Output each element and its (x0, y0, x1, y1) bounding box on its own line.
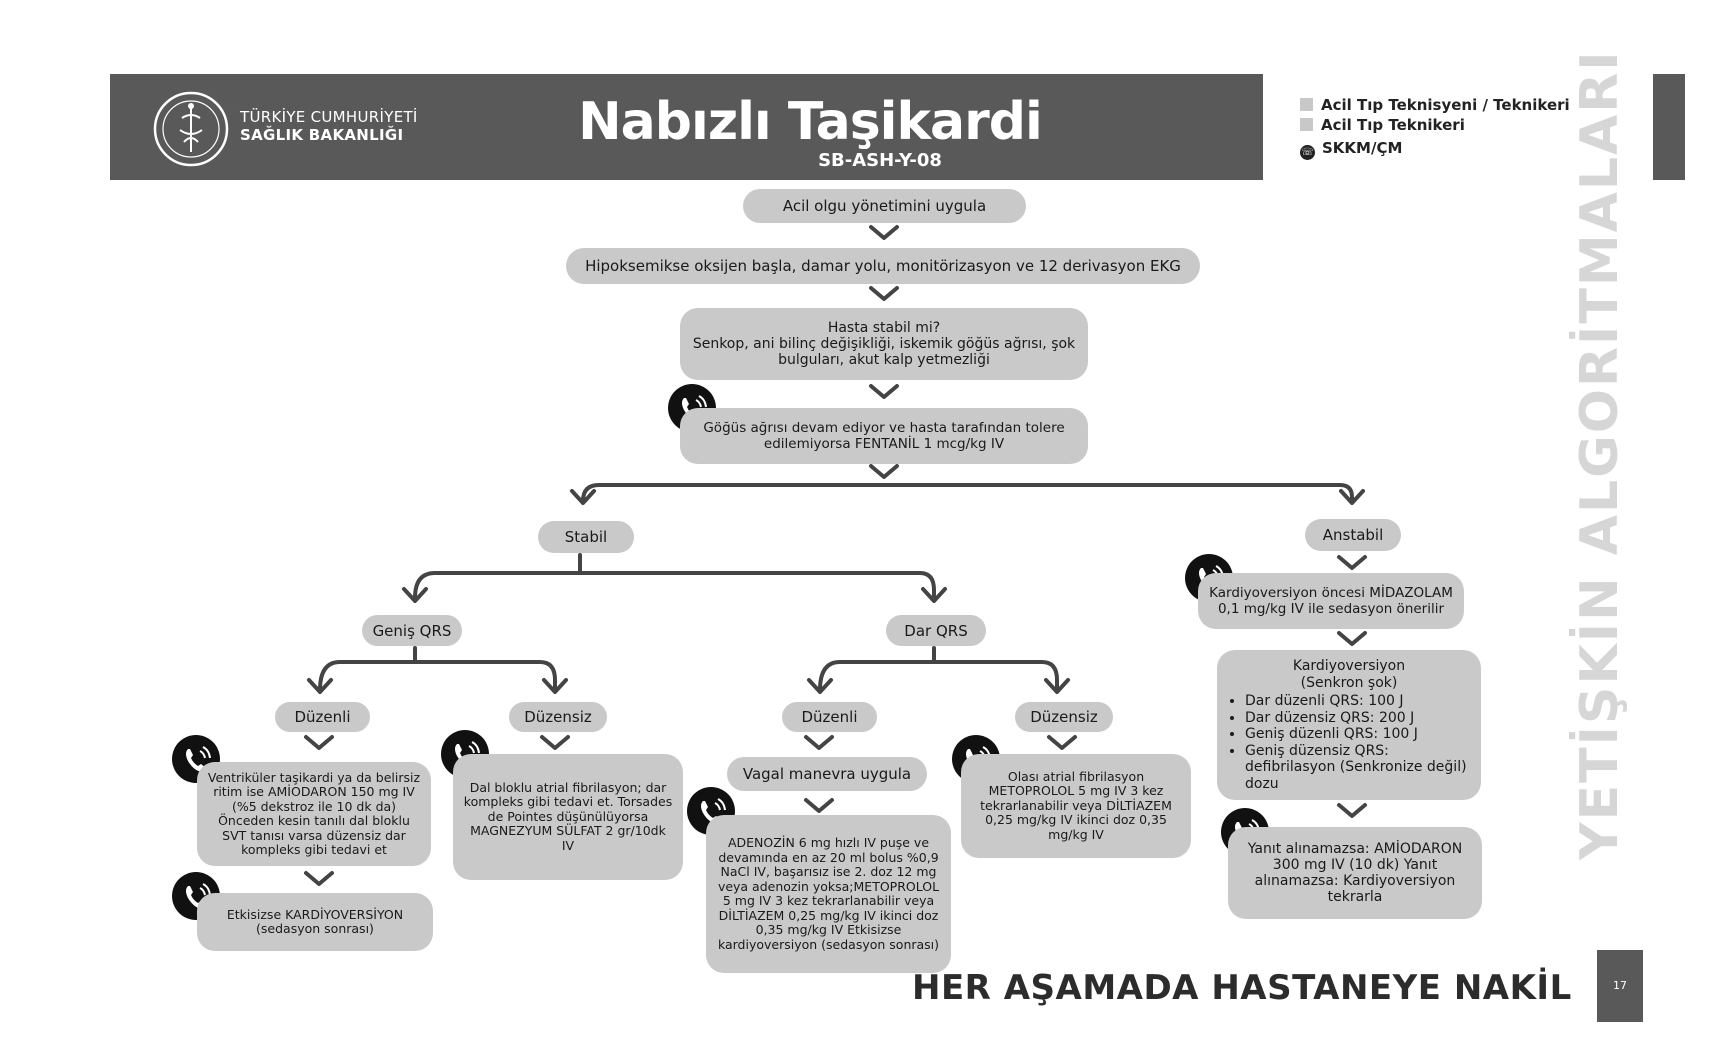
chevron-down-icon (871, 466, 897, 477)
node-stabil: Stabil (538, 521, 634, 553)
list-item: • Geniş düzenli QRS: 100 J (1245, 726, 1467, 743)
ministry-name-line1: TÜRKİYE CUMHURİYETİ (240, 108, 418, 126)
chevron-down-icon (871, 386, 897, 397)
page-number: 17 (1597, 950, 1643, 1022)
legend-item-1-label: Acil Tıp Teknisyeni / Teknikeri (1321, 96, 1570, 114)
node-dar-qrs: Dar QRS (886, 615, 986, 646)
chevron-down-icon (871, 288, 897, 299)
document-code: SB-ASH-Y-08 (818, 150, 942, 171)
ministry-name-line2: SAĞLIK BAKANLIĞI (240, 126, 404, 144)
legend-item-3-label: SKKM/ÇM (1322, 139, 1403, 157)
node-dar-duzensiz: Düzensiz (1015, 702, 1113, 732)
node-genis-duzensiz: Düzensiz (509, 702, 607, 732)
node-hipoksemi: Hipoksemikse oksijen başla, damar yolu, monitörizasyon ve 12 derivasyon EKG (566, 248, 1200, 284)
node-adenozin: ADENOZİN 6 mg hızlı IV puşe ve devamında en az 20 ml bolus %0,9 NaCl IV, başarısız ise 2. doz 12 mg veya adenozin yoksa;METOPROLOL 5 mg IV 3 kez tekrarlanabilir veya DİLTİAZEM 0,25 mg/kg IV ikinci doz 0,35 mg/kg IV Etkisizse kardiyoversiyon (sedasyon sonrası) (706, 815, 951, 973)
node-atrial-fibrilasyon: Olası atrial fibrilasyon METOPROLOL 5 mg IV 3 kez tekrarlanabilir veya DİLTİAZEM 0,25 mg/kg IV ikinci doz 0,35 mg/kg IV (961, 754, 1191, 858)
node-genis-qrs: Geniş QRS (362, 615, 462, 646)
list-item: • Geniş düzensiz QRS: defibrilasyon (Senkronize değil) dozu (1245, 743, 1467, 793)
node-hasta-stabil: Hasta stabil mi? Senkop, ani bilinç değişikliği, iskemik göğüs ağrısı, şok bulguları, akut kalp yetmezliği (680, 308, 1088, 380)
node-acil-olgu: Acil olgu yönetimini uygula (743, 189, 1026, 223)
footer-note: HER AŞAMADA HASTANEYE NAKİL (912, 968, 1572, 1008)
kardiyoversiyon-list (1231, 693, 1467, 792)
node-yanit-alinamazsa: Yanıt alınamazsa: AMİODARON 300 mg IV (10 dk) Yanıt alınamazsa: Kardiyoversiyon tekrarla (1228, 827, 1482, 919)
kardiyoversiyon-title: Kardiyoversiyon (Senkron şok) (1292, 658, 1406, 691)
chevron-down-icon (871, 227, 897, 238)
node-anstabil: Anstabil (1305, 519, 1401, 551)
list-item: • Dar düzenli QRS: 100 J (1245, 693, 1467, 710)
node-vagal-manevra: Vagal manevra uygula (727, 757, 927, 791)
list-item: • Dar düzensiz QRS: 200 J (1245, 710, 1467, 727)
node-dal-bloklu: Dal bloklu atrial fibrilasyon; dar kompleks gibi tedavi et. Torsades de Pointes düşünülüyorsa MAGNEZYUM SÜLFAT 2 gr/10dk IV (453, 754, 683, 880)
node-dar-duzenli: Düzenli (782, 702, 877, 732)
node-genis-duzenli: Düzenli (275, 702, 370, 732)
node-ventrikuler: Ventriküler taşikardi ya da belirsiz ritim ise AMİODARON 150 mg IV (%5 dekstroz ile 10 dk da) Önceden kesin tanılı dal bloklu SVT tanısı varsa düzensiz dar kompleks gibi tedavi et (197, 762, 431, 866)
node-kardiyoversiyon (1217, 650, 1481, 800)
legend-item-2-label: Acil Tıp Teknikeri (1321, 116, 1465, 134)
node-midazolam: Kardiyoversiyon öncesi MİDAZOLAM 0,1 mg/kg IV ile sedasyon önerilir (1198, 573, 1464, 629)
node-etkisizse-kv: Etkisizse KARDİYOVERSİYON (sedasyon sonrası) (197, 893, 433, 951)
phone-icon: ☏ (1301, 147, 1314, 158)
page-title: Nabızlı Taşikardi (578, 92, 1042, 152)
side-title: YETİŞKİN ALGORİTMALARI (1570, 49, 1630, 860)
node-fentanil: Göğüs ağrısı devam ediyor ve hasta tarafından tolere edilemiyorsa FENTANİL 1 mcg/kg IV (680, 408, 1088, 464)
